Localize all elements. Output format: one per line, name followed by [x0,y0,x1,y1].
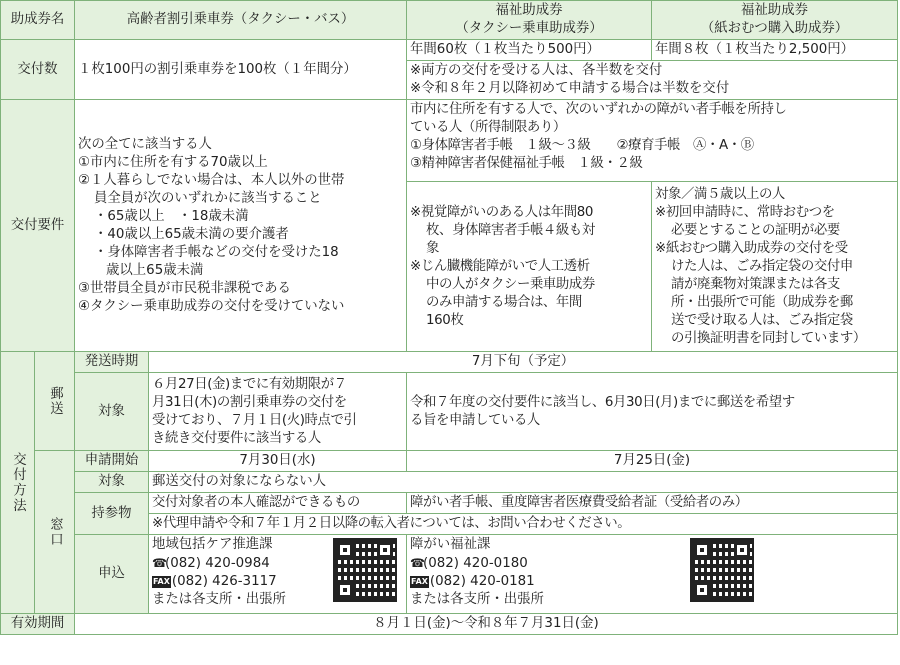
yoken-label: 交付要件 [1,100,75,352]
qr-code-welfare[interactable] [690,538,754,602]
senior-more: または各支所・出張所 [152,592,286,607]
mail-target-row [1,373,898,451]
senior-dept: 地域包括ケア推進課 [152,537,273,552]
window-start-label: 申請開始 [75,451,149,472]
window-items-label: 持参物 [75,493,149,535]
method-label: 交付方法 [1,352,35,614]
welfare-dept: 障がい福祉課 [410,537,491,552]
apply-senior-contact [149,535,407,614]
mail-send-value: 7月下旬（予定） [149,352,898,373]
header-taxi-ticket: 福祉助成券 （タクシー乗車助成券） [407,1,652,40]
window-items-note: ※代理申請や令和７年１月２日以降の転入者については、お問い合わせください。 [149,514,898,535]
window-start-senior: 7月30日(水) [149,451,407,472]
header-senior-ticket: 高齢者割引乗車券（タクシー・バス） [75,1,407,40]
window-apply-label: 申込 [75,535,149,614]
header-row [1,1,898,40]
window-target-label: 対象 [75,472,149,493]
phone-icon: ☎ [410,556,425,570]
kofusu-taxi: 年間60枚（１枚当たり500円） [407,40,652,61]
header-diaper-ticket: 福祉助成券 （紙おむつ購入助成券） [652,1,898,40]
fax-icon: FAX [411,577,428,586]
window-items-row [1,493,898,514]
welfare-fax: FAX (082) 420-0181 [411,574,535,589]
fax-icon: FAX [153,577,170,586]
yoken-row [1,100,898,182]
validity-value: ８月１日(金)～令和８年７月31日(金) [75,614,898,635]
mail-target-welfare: 令和７年度の交付要件に該当し、6月30日(月)までに郵送を希望す る旨を申請している人 [407,373,898,451]
mail-label: 郵送 [35,352,75,451]
yoken-welfare-common: 市内に住所を有する人で、次のいずれかの障がい者手帳を所持し ている人（所得制限あり） ①身体障害者手帳 １級～３級 ②療育手帳 Ⓐ・A・Ⓑ ③精神障害者保健福祉手帳 １級・２級 [407,100,898,182]
phone-icon: ☎ [152,556,167,570]
window-items-senior: 交付対象者の本人確認ができるもの [149,493,407,514]
window-label: 窓口 [35,451,75,614]
yoken-diaper: 対象／満５歳以上の人 ※初回申請時に、常時おむつを 必要とすることの証明が必要 ※紙おむつ購入助成券の交付を受 けた人は、ごみ指定袋の交付申 請が廃棄物対策課または各支 所・出張所で可能（助成券を郵 送で受け取る人は、ごみ指定袋 の引換証明書を同封しています） [652,182,898,352]
yoken-taxi: ※視覚障がいのある人は年間80 枚、身体障害者手帳４級も対 象 ※じん臓機能障がいで人工透析 中の人がタクシー乗車助成券 のみ申請する場合は、年間 160枚 [407,182,652,352]
yoken-senior: 次の全てに該当する人 ①市内に住所を有する70歳以上 ②１人暮らしでない場合は、本人以外の世帯 員全員が次のいずれかに該当すること ・65歳以上 ・18歳未満 ・40歳以上65歳未満の要介護者 ・身体障害者手帳などの交付を受けた18 歳以上65歳未満 ③世帯員全員が市民税非課税である ④タクシー乗車助成券の交付を受けていない [75,100,407,352]
apply-welfare-contact [407,535,898,614]
validity-row [1,614,898,635]
window-items-welfare: 障がい者手帳、重度障害者医療費受給者証（受給者のみ） [407,493,898,514]
validity-label: 有効期間 [1,614,75,635]
kofusu-notes: ※両方の交付を受ける人は、各半数を交付 ※令和８年２月以降初めて申請する場合は半数を交付 [407,61,898,100]
welfare-tel: ☎(082) 420-0180 [410,556,528,571]
mail-send-row [1,352,898,373]
header-ticket-name: 助成券名 [1,1,75,40]
kofusu-senior: １枚100円の割引乗車券を100枚（１年間分） [75,40,407,100]
senior-tel: ☎(082) 420-0984 [152,556,270,571]
kofusu-diaper: 年間８枚（１枚当たり2,500円） [652,40,898,61]
senior-fax: FAX (082) 426-3117 [153,574,277,589]
kofusu-row [1,40,898,61]
window-target-row [1,472,898,493]
window-start-welfare: 7月25日(金) [407,451,898,472]
window-start-row [1,451,898,472]
qr-code-senior[interactable] [333,538,397,602]
kofusu-label: 交付数 [1,40,75,100]
window-apply-row [1,535,898,613]
welfare-more: または各支所・出張所 [410,592,544,607]
mail-target-label: 対象 [75,373,149,451]
mail-send-label: 発送時期 [75,352,149,373]
mail-target-senior: ６月27日(金)までに有効期限が７ 月31日(木)の割引乗車券の交付を 受けており、７月１日(火)時点で引 き続き交付要件に該当する人 [149,373,407,451]
window-target-value: 郵送交付の対象にならない人 [149,472,898,493]
